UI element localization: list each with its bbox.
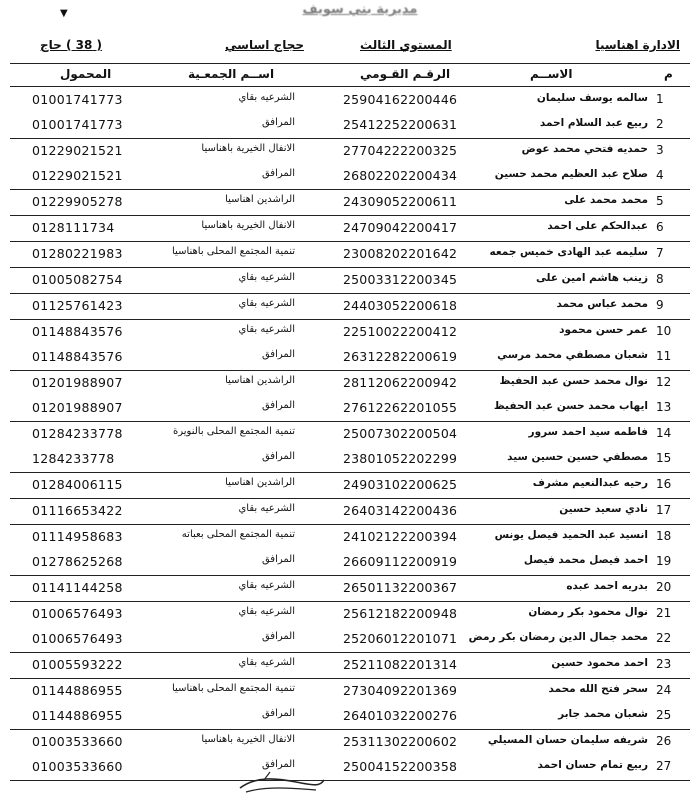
row-association: الشرعيه بقاي <box>238 503 295 514</box>
count-label: ( 38 ) حاج <box>40 38 103 52</box>
row-national-id: 25311302200602 <box>343 734 458 749</box>
row-national-id: 26312282200619 <box>343 349 458 364</box>
row-mobile: 01148843576 <box>32 349 123 364</box>
row-number: 9 <box>656 298 664 312</box>
row-mobile: 01144886955 <box>32 683 123 698</box>
table-row <box>10 216 690 241</box>
row-national-id: 24709042200417 <box>343 220 458 235</box>
table-row <box>10 447 690 472</box>
table-row <box>10 164 690 189</box>
table-row <box>10 602 690 627</box>
table-row <box>10 190 690 215</box>
row-association: المرافق <box>261 708 295 719</box>
row-number: 12 <box>656 375 672 389</box>
row-association: الراشدين اهناسيا <box>225 194 295 205</box>
row-number: 25 <box>656 708 672 722</box>
row-name: ربيع تمام حسان احمد <box>537 759 648 771</box>
col-header-national-id: الرقـم القـومي <box>360 67 451 81</box>
col-header-m: م <box>664 67 673 81</box>
row-national-id: 23008202201642 <box>343 246 458 261</box>
page-title: مديرية بني سويف <box>302 2 418 17</box>
row-number: 1 <box>656 92 664 106</box>
row-association: المرافق <box>261 400 295 411</box>
row-mobile: 01006576493 <box>32 631 123 646</box>
row-number: 13 <box>656 400 672 414</box>
row-group <box>10 653 690 679</box>
row-number: 10 <box>656 324 672 338</box>
row-association: الشرعيه بقاي <box>238 298 295 309</box>
row-name: احمد محمود حسين <box>551 657 648 669</box>
row-mobile: 01003533660 <box>32 759 123 774</box>
row-number: 24 <box>656 683 672 697</box>
level-label: المستوي الثالث <box>360 38 452 52</box>
row-number: 7 <box>656 246 664 260</box>
row-national-id: 26403142200436 <box>343 503 458 518</box>
table-row <box>10 320 690 345</box>
row-number: 11 <box>656 349 672 363</box>
row-name: شعبان محمد جابر <box>558 708 648 720</box>
row-group <box>10 602 690 653</box>
row-association: الشرعيه بقاي <box>238 606 295 617</box>
row-national-id: 26501132200367 <box>343 580 458 595</box>
row-name: ايهاب محمد حسن عبد الحفيظ <box>493 400 648 412</box>
row-name: شعبان مصطفي محمد مرسي <box>497 349 648 361</box>
table-row <box>10 88 690 113</box>
row-association: تنمية المجتمع المحلى باهناسيا <box>172 246 295 257</box>
row-national-id: 25904162200446 <box>343 92 458 107</box>
row-mobile: 01284233778 <box>32 426 123 441</box>
row-number: 20 <box>656 580 672 594</box>
row-name: نادي سعيد حسين <box>559 503 648 515</box>
row-association: المرافق <box>261 451 295 462</box>
signature-scribble <box>236 768 326 796</box>
row-name: رحيه عبدالنعيم مشرف <box>532 477 648 489</box>
table-row <box>10 473 690 498</box>
row-name: ربيع عبد السلام احمد <box>539 117 648 129</box>
row-group <box>10 216 690 242</box>
row-name: فاطمه سيد احمد سرور <box>528 426 648 438</box>
row-mobile: 01280221983 <box>32 246 123 261</box>
row-national-id: 24903102200625 <box>343 477 458 492</box>
row-association: الانفال الخيرية باهناسيا <box>201 734 295 745</box>
table-row <box>10 345 690 370</box>
row-national-id: 25206012201071 <box>343 631 458 646</box>
table-row <box>10 704 690 729</box>
row-name: نوال محمود بكر رمضان <box>528 606 648 618</box>
row-national-id: 24403052200618 <box>343 298 458 313</box>
row-number: 17 <box>656 503 672 517</box>
row-name: سليمه عبد الهادى خميس جمعه <box>489 246 648 258</box>
row-number: 14 <box>656 426 672 440</box>
row-mobile: 01201988907 <box>32 400 123 415</box>
table-row <box>10 371 690 396</box>
row-name: انسيد عبد الحميد فيصل يونس <box>494 529 648 541</box>
row-national-id: 23801052202299 <box>343 451 458 466</box>
row-national-id: 26802202200434 <box>343 168 458 183</box>
row-association: الراشدين اهناسيا <box>225 375 295 386</box>
row-name: احمد فيصل محمد فيصل <box>523 554 648 566</box>
row-association: المرافق <box>261 349 295 360</box>
table-row <box>10 550 690 575</box>
row-national-id: 24102122200394 <box>343 529 458 544</box>
row-name: محمد محمد على <box>564 194 648 206</box>
row-mobile: 01114958683 <box>32 529 123 544</box>
col-header-mobile: المحمول <box>60 67 112 81</box>
row-mobile: 0128111734 <box>32 220 115 235</box>
row-mobile: 01229021521 <box>32 143 123 158</box>
row-association: الشرعيه بقاي <box>238 92 295 103</box>
row-mobile: 01005593222 <box>32 657 123 672</box>
row-mobile: 01284006115 <box>32 477 123 492</box>
row-association: المرافق <box>261 759 295 770</box>
row-mobile: 01125761423 <box>32 298 123 313</box>
row-national-id: 25211082201314 <box>343 657 458 672</box>
row-number: 6 <box>656 220 664 234</box>
row-name: نوال محمد حسن عبد الحفيظ <box>499 375 648 387</box>
row-group <box>10 190 690 216</box>
table-row <box>10 113 690 138</box>
row-mobile: 01005082754 <box>32 272 123 287</box>
table-row <box>10 627 690 652</box>
row-mobile: 01141144258 <box>32 580 123 595</box>
row-name: مصطفي حسين حسين سيد <box>507 451 648 463</box>
col-header-association: اســم الجمعـية <box>188 67 275 81</box>
row-name: بدريه احمد عبده <box>566 580 648 592</box>
row-number: 15 <box>656 451 672 465</box>
row-association: الراشدين اهناسيا <box>225 477 295 488</box>
row-national-id: 27612262201055 <box>343 400 458 415</box>
row-mobile: 01001741773 <box>32 117 123 132</box>
row-group <box>10 268 690 294</box>
row-national-id: 27704222200325 <box>343 143 458 158</box>
col-header-name: الاســم <box>530 67 573 81</box>
table-row <box>10 576 690 601</box>
table-row <box>10 525 690 550</box>
row-association: المرافق <box>261 554 295 565</box>
row-number: 27 <box>656 759 672 773</box>
row-number: 23 <box>656 657 672 671</box>
row-association: الشرعيه بقاي <box>238 580 295 591</box>
row-number: 26 <box>656 734 672 748</box>
table-row <box>10 653 690 678</box>
row-group <box>10 88 690 139</box>
table-row <box>10 730 690 755</box>
row-name: حمديه فتحي محمد عوض <box>521 143 648 155</box>
table-body <box>10 88 690 781</box>
row-group <box>10 242 690 268</box>
row-national-id: 25007302200504 <box>343 426 458 441</box>
row-association: الانفال الخيرية باهناسيا <box>201 143 295 154</box>
row-association: الشرعيه بقاي <box>238 324 295 335</box>
row-number: 22 <box>656 631 672 645</box>
row-mobile: 01278625268 <box>32 554 123 569</box>
row-association: تنمية المجتمع المحلى بعباته <box>181 529 295 540</box>
row-mobile: 01006576493 <box>32 606 123 621</box>
row-group <box>10 371 690 422</box>
row-number: 4 <box>656 168 664 182</box>
row-national-id: 28112062200942 <box>343 375 458 390</box>
row-mobile: 01229021521 <box>32 168 123 183</box>
row-number: 8 <box>656 272 664 286</box>
row-mobile: 01148843576 <box>32 324 123 339</box>
document-header <box>10 38 690 58</box>
row-mobile: 01116653422 <box>32 503 123 518</box>
row-mobile: 1284233778 <box>32 451 115 466</box>
row-mobile: 01001741773 <box>32 92 123 107</box>
row-group <box>10 679 690 730</box>
row-national-id: 27304092201369 <box>343 683 458 698</box>
row-group <box>10 576 690 602</box>
row-national-id: 25003312200345 <box>343 272 458 287</box>
row-association: تنمية المجتمع المحلى باهناسيا <box>172 683 295 694</box>
row-number: 21 <box>656 606 672 620</box>
row-mobile: 01201988907 <box>32 375 123 390</box>
row-association: الشرعيه بقاي <box>238 657 295 668</box>
table-row <box>10 755 690 780</box>
row-name: شريفه سليمان حسان المسيلي <box>487 734 648 746</box>
row-group <box>10 294 690 320</box>
row-association: المرافق <box>261 631 295 642</box>
table-row <box>10 139 690 164</box>
row-national-id: 26401032200276 <box>343 708 458 723</box>
row-number: 2 <box>656 117 664 131</box>
row-national-id: 26609112200919 <box>343 554 458 569</box>
row-name: سحر فتح الله محمد <box>548 683 648 695</box>
row-mobile: 01229905278 <box>32 194 123 209</box>
row-number: 3 <box>656 143 664 157</box>
row-number: 16 <box>656 477 672 491</box>
table-row <box>10 242 690 267</box>
table-row <box>10 268 690 293</box>
row-number: 18 <box>656 529 672 543</box>
table-row <box>10 422 690 447</box>
row-group <box>10 730 690 781</box>
row-number: 19 <box>656 554 672 568</box>
row-association: الشرعيه بقاي <box>238 272 295 283</box>
row-name: سالمه يوسف سليمان <box>536 92 648 104</box>
corner-mark: ▼ <box>60 8 68 19</box>
row-association: الانفال الخيرية باهناسيا <box>201 220 295 231</box>
row-name: محمد عباس محمد <box>556 298 648 310</box>
table-row <box>10 499 690 524</box>
row-association: المرافق <box>261 117 295 128</box>
admin-label: الادارة اهناسيا <box>595 38 680 52</box>
row-mobile: 01003533660 <box>32 734 123 749</box>
row-national-id: 25412252200631 <box>343 117 458 132</box>
row-name: عمر حسن محمود <box>559 324 648 336</box>
type-label: حجاج اساسي <box>225 38 304 52</box>
row-name: محمد جمال الدين رمضان بكر رمض <box>468 631 648 643</box>
row-group <box>10 139 690 190</box>
table-row <box>10 294 690 319</box>
row-name: عبدالحكم على احمد <box>547 220 648 232</box>
row-group <box>10 473 690 499</box>
row-association: تنمية المجتمع المحلى بالنويرة <box>173 426 295 437</box>
row-group <box>10 422 690 473</box>
row-national-id: 25612182200948 <box>343 606 458 621</box>
row-name: زينب هاشم امين على <box>535 272 648 284</box>
row-mobile: 01144886955 <box>32 708 123 723</box>
row-number: 5 <box>656 194 664 208</box>
row-national-id: 24309052200611 <box>343 194 458 209</box>
row-group <box>10 525 690 576</box>
row-association: المرافق <box>261 168 295 179</box>
table-row <box>10 679 690 704</box>
table-header <box>10 63 690 87</box>
table-row <box>10 396 690 421</box>
row-national-id: 22510022200412 <box>343 324 458 339</box>
row-group <box>10 320 690 371</box>
row-name: صلاح عبد العظيم محمد حسين <box>494 168 648 180</box>
row-group <box>10 499 690 525</box>
row-national-id: 25004152200358 <box>343 759 458 774</box>
